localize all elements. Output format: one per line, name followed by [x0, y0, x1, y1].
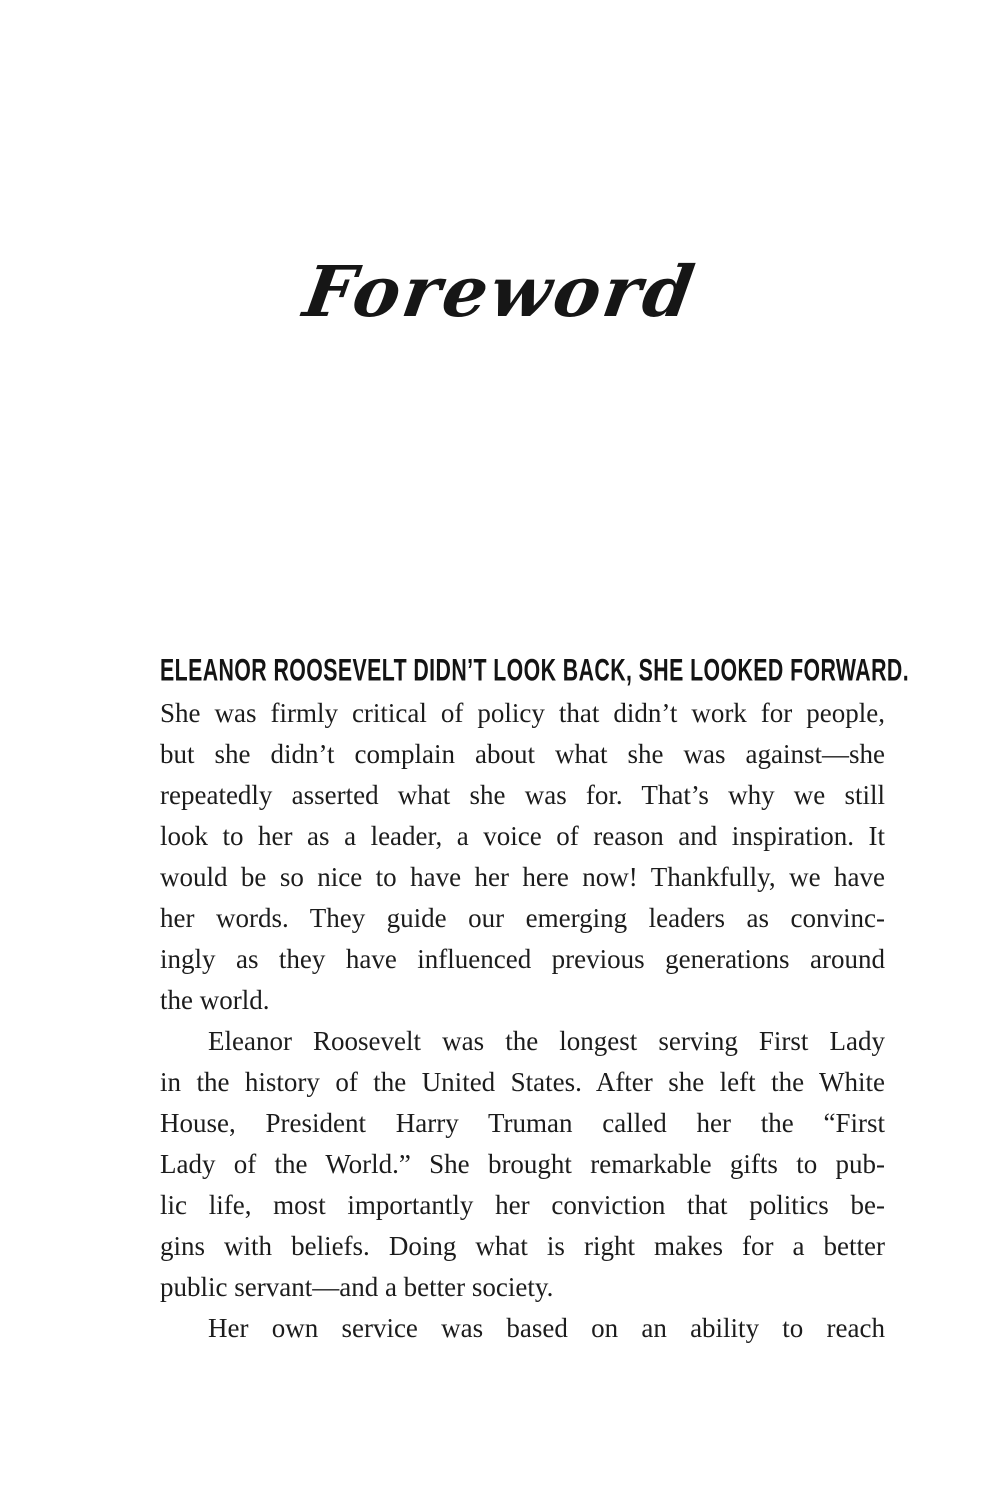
body-line: House, President Harry Truman called her the “First: [160, 1108, 885, 1138]
body-line: Her own service was based on an ability to reach: [208, 1313, 885, 1343]
chapter-title: Foreword: [298, 250, 702, 333]
lede-heading-line: [160, 651, 910, 693]
body-line: her words. They guide our emerging leaders as convinc-: [160, 903, 885, 933]
lede-heading: ELEANOR ROOSEVELT DIDN’T LOOK BACK, SHE LOOKED FORWARD.: [160, 651, 910, 688]
body-line: public servant—and a better society.: [160, 1272, 554, 1302]
body-line: gins with beliefs. Doing what is right makes for a better: [160, 1231, 885, 1261]
body-line: look to her as a leader, a voice of reason and inspiration. It: [160, 821, 885, 851]
body-line: ingly as they have influenced previous generations around: [160, 944, 885, 974]
chapter-title-wrap: [0, 246, 1000, 337]
body-line: repeatedly asserted what she was for. That’s why we still: [160, 780, 885, 810]
body-line: She was firmly critical of policy that didn’t work for people,: [160, 698, 885, 728]
body-line: the world.: [160, 985, 270, 1015]
body-line: Eleanor Roosevelt was the longest serving First Lady: [208, 1026, 885, 1056]
body-line: lic life, most importantly her conviction that politics be-: [160, 1190, 885, 1220]
body-line: would be so nice to have her here now! Thankfully, we have: [160, 862, 885, 892]
body-line: Lady of the World.” She brought remarkable gifts to pub-: [160, 1149, 885, 1179]
body-line: but she didn’t complain about what she was against—she: [160, 739, 885, 769]
body-text-block: [160, 651, 910, 1349]
body-line: in the history of the United States. After she left the White: [160, 1067, 885, 1097]
